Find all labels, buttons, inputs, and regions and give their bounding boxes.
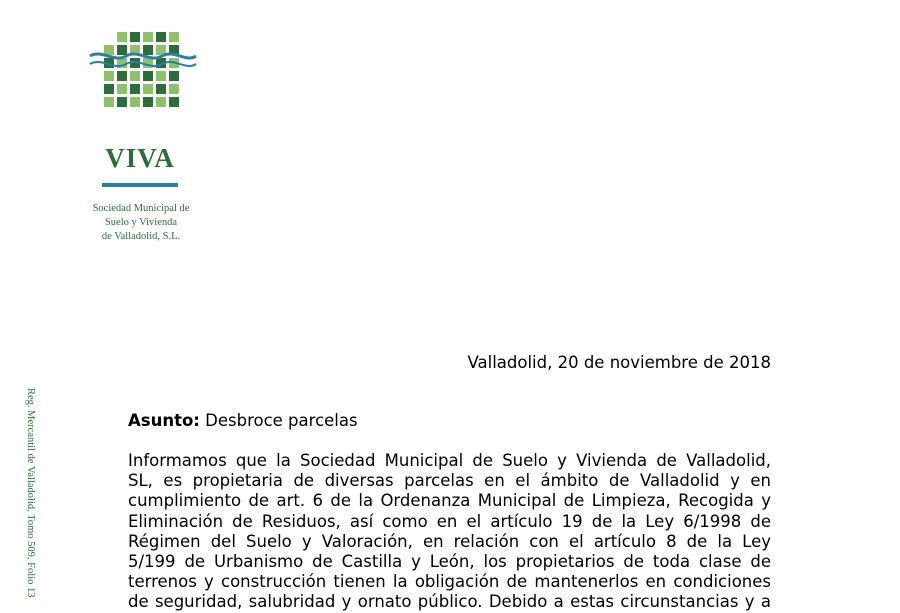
logo-grid-cell — [104, 97, 114, 107]
logo-grid-cell — [104, 45, 114, 55]
logo-grid-cell — [143, 71, 153, 81]
letter-body — [128, 451, 771, 613]
logo-subtitle-line: Sociedad Municipal de — [92, 203, 190, 214]
logo-grid-cell — [143, 32, 153, 42]
logo-grid-cell — [104, 71, 114, 81]
body-line: de seguridad, salubridad y ornato público. Debido a estas circunstancias y a — [128, 592, 771, 612]
letter-subject — [128, 411, 358, 430]
body-line: 5/199 de Urbanismo de Castilla y León, los propietarios de toda clase de — [128, 551, 771, 571]
logo-grid-cell — [156, 84, 166, 94]
registry-side-text: Reg. Mercantil de Valladolid, Tomo 509, Folio 13 — [25, 388, 36, 598]
body-line: terrenos y construcción tienen la obligación de mantenerlos en condiciones — [128, 572, 771, 592]
logo-grid-cell — [117, 84, 127, 94]
logo-grid-cell — [143, 84, 153, 94]
logo-subtitle — [86, 202, 196, 244]
logo-name: VIVA — [105, 143, 175, 173]
logo-grid-cell — [156, 32, 166, 42]
logo-grid-cell — [169, 71, 179, 81]
logo-underline — [102, 183, 178, 187]
logo-grid-cell — [130, 71, 140, 81]
logo-grid-cell — [130, 84, 140, 94]
logo-subtitle-line: Suelo y Vivienda — [104, 217, 178, 228]
body-line: Informamos que la Sociedad Municipal de Suelo y Vivienda de Valladolid, — [128, 451, 771, 470]
body-line: Régimen del Suelo y Valoración, en relación con el artículo 8 de la Ley — [128, 531, 771, 551]
logo-grid-cell — [117, 32, 127, 42]
subject-label: Asunto: — [128, 411, 200, 430]
logo-grid-cell — [104, 84, 114, 94]
logo-grid-graphic — [88, 28, 198, 110]
logo-grid-cell — [117, 71, 127, 81]
letter-date: Valladolid, 20 de noviembre de 2018 — [467, 353, 771, 372]
logo-grid-cell — [169, 32, 179, 42]
logo-grid-cell — [130, 32, 140, 42]
logo-subtitle-line: de Valladolid, S.L. — [101, 231, 181, 242]
body-line: cumplimiento de art. 6 de la Ordenanza Municipal de Limpieza, Recogida y — [128, 491, 771, 511]
body-line: SL, es propietaria de diversas parcelas en el ámbito de Valladolid y en — [128, 471, 771, 491]
logo-grid-cell — [156, 71, 166, 81]
logo-grid-cell — [169, 97, 179, 107]
logo-grid-cell — [143, 45, 153, 55]
logo-grid-cell — [117, 97, 127, 107]
logo-grid-cell — [169, 84, 179, 94]
logo-grid-cell — [143, 97, 153, 107]
subject-value: Desbroce parcelas — [199, 411, 358, 430]
logo-grid-cell — [130, 97, 140, 107]
logo-grid-cell — [156, 97, 166, 107]
body-line: Eliminación de Residuos, así como en el artículo 19 de la Ley 6/1998 de — [128, 511, 771, 531]
logo-grid-cell — [117, 45, 127, 55]
